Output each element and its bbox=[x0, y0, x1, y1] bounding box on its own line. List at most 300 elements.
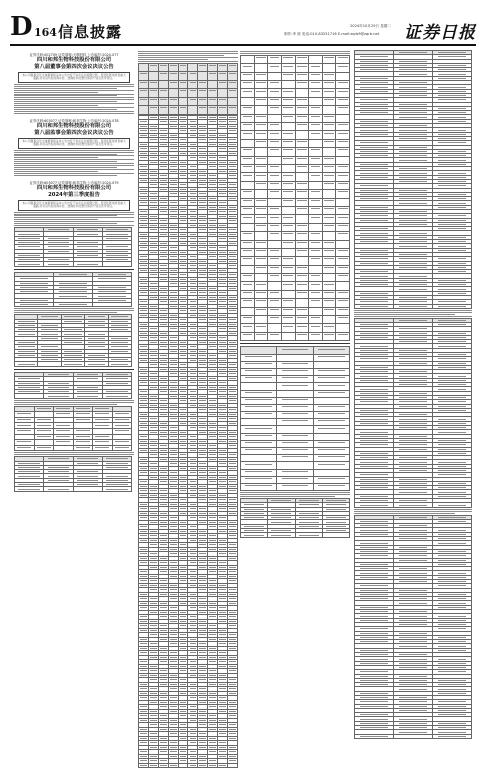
table-cell bbox=[295, 114, 309, 122]
table-row bbox=[241, 257, 350, 265]
column-financial-table bbox=[240, 50, 350, 686]
text-line bbox=[240, 496, 335, 497]
table-cell bbox=[309, 156, 323, 164]
text-line bbox=[14, 113, 134, 114]
table-cell bbox=[254, 131, 268, 139]
table-cell bbox=[15, 362, 38, 366]
table-cell bbox=[281, 307, 295, 315]
table-cell bbox=[309, 206, 323, 214]
table-cell bbox=[102, 394, 131, 398]
table-cell bbox=[61, 362, 84, 366]
table-cell bbox=[322, 181, 336, 189]
table-cell bbox=[336, 206, 350, 214]
table-cell bbox=[281, 55, 295, 63]
disclaimer-box bbox=[18, 200, 130, 211]
table-cell bbox=[322, 299, 336, 307]
table-cell bbox=[295, 156, 309, 164]
table-cell bbox=[241, 72, 255, 80]
table-cell bbox=[281, 332, 295, 340]
table-cell bbox=[281, 240, 295, 248]
table-cell bbox=[148, 106, 158, 115]
table-cell bbox=[158, 89, 168, 98]
table-cell bbox=[281, 181, 295, 189]
table-cell bbox=[254, 290, 268, 298]
table-row bbox=[241, 148, 350, 156]
table-cell bbox=[254, 316, 268, 324]
table-cell bbox=[313, 433, 349, 440]
table-cell bbox=[309, 139, 323, 147]
announcement-header-board bbox=[14, 52, 134, 83]
table-row bbox=[139, 63, 238, 72]
text-line bbox=[14, 95, 117, 96]
table-row bbox=[355, 734, 472, 738]
table-cell bbox=[158, 72, 168, 81]
text-line bbox=[14, 155, 134, 156]
table-cell bbox=[309, 265, 323, 273]
table-cell bbox=[148, 97, 158, 106]
table-cell bbox=[322, 282, 336, 290]
text-line bbox=[240, 53, 350, 54]
table-row bbox=[241, 376, 350, 383]
table-row bbox=[241, 448, 350, 455]
table-cell bbox=[295, 248, 309, 256]
text-line bbox=[354, 310, 472, 311]
table-cell bbox=[73, 262, 102, 266]
table-cell bbox=[44, 394, 73, 398]
table-cell bbox=[336, 123, 350, 131]
table-cell bbox=[313, 476, 349, 483]
table-cell bbox=[241, 123, 255, 131]
table-row bbox=[241, 106, 350, 114]
table-cell bbox=[281, 173, 295, 181]
table-row bbox=[15, 303, 132, 307]
table-cell bbox=[309, 248, 323, 256]
table-cell bbox=[322, 215, 336, 223]
table-cell bbox=[241, 240, 255, 248]
table-row bbox=[241, 316, 350, 324]
table-cell bbox=[295, 290, 309, 298]
table-cell bbox=[322, 123, 336, 131]
table-cell bbox=[295, 173, 309, 181]
table-cell bbox=[241, 390, 277, 397]
table-cell bbox=[277, 440, 313, 447]
table-cell bbox=[178, 63, 188, 72]
table-cell bbox=[241, 148, 255, 156]
page-number: 164 bbox=[34, 26, 57, 39]
table-cell bbox=[158, 106, 168, 115]
table-cell bbox=[309, 89, 323, 97]
table-cell bbox=[241, 274, 255, 282]
table-cell bbox=[309, 240, 323, 248]
table-cell bbox=[322, 89, 336, 97]
table-cell bbox=[178, 97, 188, 106]
table-cell bbox=[241, 332, 255, 340]
table-cell bbox=[254, 257, 268, 265]
announcement-header-quarterly bbox=[14, 180, 134, 211]
table-cell bbox=[281, 248, 295, 256]
table-cell bbox=[268, 114, 282, 122]
table-row bbox=[241, 215, 350, 223]
table-cell bbox=[295, 223, 309, 231]
table-cell bbox=[268, 190, 282, 198]
table-row bbox=[241, 190, 350, 198]
table-cell bbox=[268, 148, 282, 156]
table-cell bbox=[309, 332, 323, 340]
table-row bbox=[241, 368, 350, 375]
table-row bbox=[241, 483, 350, 490]
text-line bbox=[14, 219, 98, 220]
disclaimer-box bbox=[18, 72, 130, 83]
table-cell bbox=[322, 248, 336, 256]
table-cell bbox=[277, 361, 313, 368]
table-cell bbox=[281, 190, 295, 198]
table-cell bbox=[73, 487, 102, 491]
table-cell bbox=[168, 72, 178, 81]
table-cell bbox=[198, 89, 208, 98]
table-cell bbox=[268, 165, 282, 173]
table-row bbox=[241, 274, 350, 282]
table-cell bbox=[336, 72, 350, 80]
table-cell bbox=[188, 80, 198, 89]
table-cell bbox=[254, 190, 268, 198]
table-cell bbox=[241, 419, 277, 426]
table-cell bbox=[254, 265, 268, 273]
table-cell bbox=[268, 215, 282, 223]
data-table bbox=[14, 314, 132, 367]
table-cell bbox=[313, 448, 349, 455]
table-row bbox=[241, 404, 350, 411]
table-cell bbox=[241, 354, 277, 361]
table-cell bbox=[309, 257, 323, 265]
table-cell bbox=[295, 89, 309, 97]
table-row bbox=[15, 362, 132, 366]
table-cell bbox=[281, 215, 295, 223]
table-cell bbox=[148, 763, 158, 768]
table-cell bbox=[336, 165, 350, 173]
data-table bbox=[138, 63, 238, 115]
table-cell bbox=[295, 81, 309, 89]
text-line bbox=[14, 402, 134, 403]
text-line bbox=[240, 494, 350, 495]
text-line bbox=[14, 105, 98, 106]
table-cell bbox=[309, 123, 323, 131]
table-cell bbox=[268, 316, 282, 324]
text-line bbox=[14, 308, 134, 309]
table-cell bbox=[139, 63, 149, 72]
table-cell bbox=[313, 376, 349, 383]
table-cell bbox=[277, 476, 313, 483]
table-cell bbox=[433, 734, 472, 738]
table-row bbox=[241, 419, 350, 426]
text-line bbox=[14, 161, 117, 162]
table-cell bbox=[208, 97, 218, 106]
table-cell bbox=[268, 206, 282, 214]
table-cell bbox=[309, 114, 323, 122]
table-cell bbox=[281, 316, 295, 324]
table-row bbox=[241, 97, 350, 105]
table-cell bbox=[241, 114, 255, 122]
table-row bbox=[241, 114, 350, 122]
table-cell bbox=[254, 72, 268, 80]
section-divider bbox=[14, 269, 134, 270]
table-cell bbox=[336, 282, 350, 290]
table-cell bbox=[295, 299, 309, 307]
table-row bbox=[15, 487, 132, 491]
table-cell bbox=[241, 156, 255, 164]
table-cell bbox=[281, 123, 295, 131]
announcement-title: 2024年第三季度报告 bbox=[48, 191, 100, 198]
table-cell bbox=[15, 487, 44, 491]
table-row bbox=[241, 440, 350, 447]
table-cell bbox=[281, 299, 295, 307]
table-cell bbox=[148, 80, 158, 89]
stock-code-line: 证券代码:603077 证券简称:和邦生物 公告编号:2024-079 bbox=[29, 180, 119, 185]
table-cell bbox=[241, 469, 277, 476]
disclaimer-text: 本公司董事会及全体董事保证本公告内容不存在任何虚假记载、误导性陈述或者重大遗漏,并对其内容的真实性、准确性和完整性承担个别及连带责任。 bbox=[22, 138, 126, 147]
table-cell bbox=[254, 282, 268, 290]
text-line bbox=[14, 167, 117, 168]
table-cell bbox=[336, 148, 350, 156]
table-cell bbox=[268, 64, 282, 72]
text-line bbox=[14, 454, 134, 455]
table-cell bbox=[322, 156, 336, 164]
table-row bbox=[241, 64, 350, 72]
table-cell bbox=[178, 72, 188, 81]
table-cell bbox=[295, 72, 309, 80]
table-cell bbox=[281, 97, 295, 105]
table-cell bbox=[254, 106, 268, 114]
table-cell bbox=[355, 304, 394, 308]
table-cell bbox=[336, 223, 350, 231]
disclaimer-text: 本公司董事会及全体董事保证本公告内容不存在任何虚假记载、误导性陈述或者重大遗漏,并对其内容的真实性、准确性和完整性承担个别及连带责任。 bbox=[22, 73, 126, 81]
table-row bbox=[241, 533, 350, 537]
table-cell bbox=[277, 397, 313, 404]
table-cell bbox=[198, 72, 208, 81]
table-cell bbox=[322, 257, 336, 265]
table-cell bbox=[336, 55, 350, 63]
table-cell bbox=[188, 97, 198, 106]
table-cell bbox=[336, 156, 350, 164]
table-cell bbox=[295, 139, 309, 147]
table-cell bbox=[241, 89, 255, 97]
table-cell bbox=[309, 299, 323, 307]
table-cell bbox=[228, 97, 238, 106]
table-cell bbox=[268, 72, 282, 80]
table-cell bbox=[254, 64, 268, 72]
table-cell bbox=[433, 503, 472, 507]
table-cell bbox=[295, 316, 309, 324]
table-cell bbox=[313, 440, 349, 447]
table-cell bbox=[277, 383, 313, 390]
table-cell bbox=[241, 181, 255, 189]
table-cell bbox=[254, 307, 268, 315]
table-cell bbox=[355, 503, 394, 507]
table-cell bbox=[241, 290, 255, 298]
table-cell bbox=[168, 89, 178, 98]
table-cell bbox=[241, 404, 277, 411]
table-cell bbox=[254, 332, 268, 340]
table-cell bbox=[254, 139, 268, 147]
table-cell bbox=[277, 433, 313, 440]
table-cell bbox=[54, 445, 74, 451]
table-cell bbox=[254, 148, 268, 156]
table-cell bbox=[254, 181, 268, 189]
table-cell bbox=[313, 462, 349, 469]
table-cell bbox=[281, 106, 295, 114]
table-cell bbox=[309, 97, 323, 105]
table-cell bbox=[277, 426, 313, 433]
table-cell bbox=[336, 324, 350, 332]
disclaimer-text: 本公司董事会及全体董事保证本公告内容不存在任何虚假记载、误导性陈述或者重大遗漏,并对其内容的真实性、准确性和完整性承担个别及连带责任。 bbox=[22, 200, 126, 209]
table-cell bbox=[254, 324, 268, 332]
table-cell bbox=[322, 55, 336, 63]
table-row bbox=[241, 299, 350, 307]
table-cell bbox=[281, 274, 295, 282]
table-cell bbox=[254, 274, 268, 282]
table-cell bbox=[277, 390, 313, 397]
table-cell bbox=[254, 299, 268, 307]
table-cell bbox=[281, 72, 295, 80]
table-cell bbox=[394, 503, 433, 507]
table-cell bbox=[295, 165, 309, 173]
table-cell bbox=[336, 248, 350, 256]
table-cell bbox=[309, 232, 323, 240]
table-cell bbox=[322, 223, 336, 231]
data-table bbox=[240, 498, 350, 538]
table-cell bbox=[241, 476, 277, 483]
table-cell bbox=[158, 763, 168, 768]
section-title: 信息披露 bbox=[58, 23, 123, 41]
table-cell bbox=[281, 64, 295, 72]
text-line bbox=[14, 154, 117, 155]
table-cell bbox=[355, 734, 394, 738]
table-cell bbox=[277, 455, 313, 462]
table-cell bbox=[309, 165, 323, 173]
table-cell bbox=[108, 362, 131, 366]
table-cell bbox=[313, 483, 349, 490]
text-line bbox=[14, 107, 134, 108]
table-cell bbox=[241, 232, 255, 240]
table-cell bbox=[241, 282, 255, 290]
table-cell bbox=[241, 376, 277, 383]
table-cell bbox=[336, 232, 350, 240]
table-cell bbox=[295, 123, 309, 131]
table-cell bbox=[336, 97, 350, 105]
table-cell bbox=[322, 265, 336, 273]
table-cell bbox=[336, 215, 350, 223]
table-cell bbox=[309, 55, 323, 63]
table-cell bbox=[313, 397, 349, 404]
table-cell bbox=[336, 81, 350, 89]
table-cell bbox=[281, 198, 295, 206]
table-cell bbox=[241, 299, 255, 307]
table-cell bbox=[313, 426, 349, 433]
table-cell bbox=[268, 198, 282, 206]
table-cell bbox=[268, 81, 282, 89]
table-cell bbox=[281, 324, 295, 332]
table-row bbox=[241, 332, 350, 340]
table-cell bbox=[268, 265, 282, 273]
table-cell bbox=[228, 763, 238, 768]
text-line bbox=[14, 111, 134, 112]
table-cell bbox=[268, 282, 282, 290]
masthead bbox=[10, 12, 476, 43]
text-line bbox=[14, 223, 117, 224]
data-table bbox=[14, 272, 132, 307]
table-cell bbox=[228, 63, 238, 72]
table-cell bbox=[313, 404, 349, 411]
table-cell bbox=[336, 257, 350, 265]
table-cell bbox=[322, 324, 336, 332]
table-cell bbox=[168, 97, 178, 106]
announcement-body bbox=[14, 84, 134, 114]
table-cell bbox=[281, 223, 295, 231]
table-cell bbox=[277, 462, 313, 469]
column-statements bbox=[354, 50, 472, 686]
data-table bbox=[14, 227, 132, 267]
table-cell bbox=[322, 274, 336, 282]
text-line bbox=[14, 310, 134, 311]
data-table bbox=[14, 372, 132, 399]
table-cell bbox=[313, 383, 349, 390]
announcement-title: 第八届监事会第四次会议决议公告 bbox=[34, 129, 114, 136]
table-row bbox=[241, 455, 350, 462]
table-cell bbox=[241, 190, 255, 198]
table-cell bbox=[281, 131, 295, 139]
text-line bbox=[14, 400, 134, 401]
table-cell bbox=[228, 106, 238, 115]
table-cell bbox=[309, 181, 323, 189]
section-divider bbox=[14, 369, 134, 370]
table-cell bbox=[309, 198, 323, 206]
table-row bbox=[15, 445, 132, 451]
table-cell bbox=[268, 89, 282, 97]
table-cell bbox=[277, 347, 313, 354]
table-cell bbox=[198, 763, 208, 768]
table-cell bbox=[295, 106, 309, 114]
table-cell bbox=[241, 257, 255, 265]
table-cell bbox=[139, 80, 149, 89]
data-table bbox=[240, 55, 350, 341]
table-cell bbox=[322, 232, 336, 240]
text-line bbox=[14, 101, 117, 102]
text-line bbox=[14, 175, 117, 176]
table-cell bbox=[313, 412, 349, 419]
table-row bbox=[241, 206, 350, 214]
table-cell bbox=[254, 248, 268, 256]
table-row bbox=[241, 354, 350, 361]
stock-code-line: 证券代码:603077 证券简称:和邦生物 公告编号:2024-078 bbox=[29, 118, 119, 123]
table-cell bbox=[254, 206, 268, 214]
table-cell bbox=[208, 763, 218, 768]
table-row bbox=[241, 469, 350, 476]
text-line bbox=[138, 61, 238, 62]
table-cell bbox=[158, 80, 168, 89]
table-cell bbox=[241, 106, 255, 114]
text-line bbox=[14, 99, 134, 100]
table-row bbox=[241, 397, 350, 404]
table-cell bbox=[241, 139, 255, 147]
table-cell bbox=[93, 303, 132, 307]
table-cell bbox=[295, 97, 309, 105]
table-cell bbox=[268, 248, 282, 256]
table-row bbox=[241, 55, 350, 63]
table-cell bbox=[268, 533, 295, 537]
table-cell bbox=[178, 80, 188, 89]
data-table bbox=[14, 406, 132, 452]
text-line bbox=[354, 314, 455, 315]
table-cell bbox=[277, 368, 313, 375]
